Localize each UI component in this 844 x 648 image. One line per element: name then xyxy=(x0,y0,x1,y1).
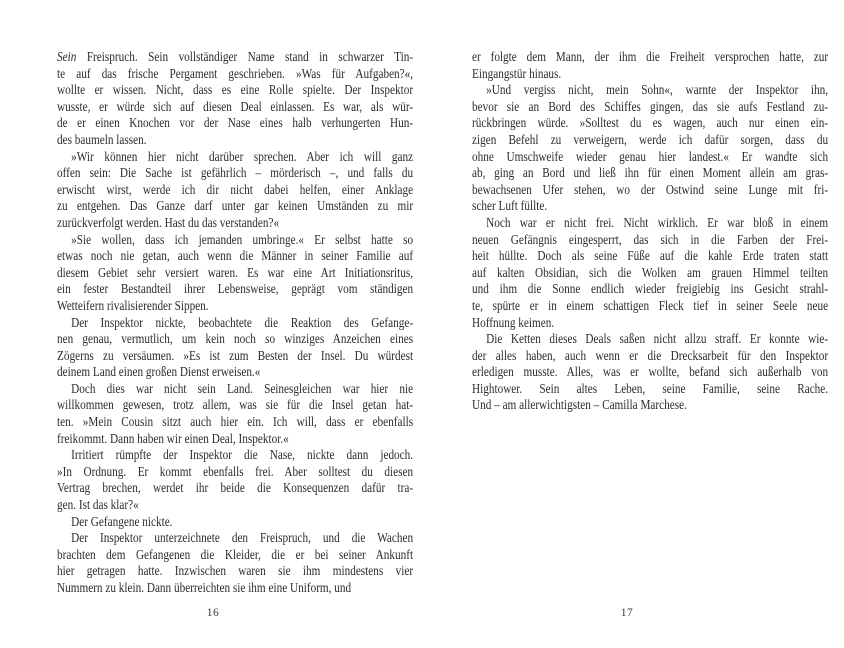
text-line: zu entgehen. Das Ganze darf unter gar keinen Umständen zu mir xyxy=(57,198,414,214)
text-line: ein fester Bestandteil ihrer Lebensweise, geprägt vom ständigen xyxy=(57,281,414,297)
paragraph xyxy=(57,49,413,149)
paragraph xyxy=(472,331,828,414)
page-number-left: 16 xyxy=(206,607,220,619)
text-line: zigen Befehl zu verweigern, werde ich dafür sorgen, dass du xyxy=(472,131,829,147)
text-line: etwas noch nie getan, auch wenn die Männer in seiner Familie auf xyxy=(57,248,414,264)
text-line: »Und vergiss nicht, mein Sohn«, warnte der Inspektor ihn, xyxy=(486,82,829,98)
text-line: zurückverfolgt werden. Hast du das verstanden?« xyxy=(57,214,280,230)
text-line: gen. Ist das klar?« xyxy=(57,497,139,513)
paragraph xyxy=(57,514,413,531)
text-line: Der Gefangene nickte. xyxy=(71,513,173,529)
text-line: scher Luft füllte. xyxy=(472,198,548,214)
text-line: hier getragen hatte. Inzwischen waren sie ihm mindestens vier xyxy=(57,563,414,579)
text-line: ten. »Mein Cousin sitzt auch hier ein. Ich will, dass er ebenfalls xyxy=(57,414,414,430)
paragraph xyxy=(57,381,413,447)
paragraph xyxy=(472,82,828,215)
text-line: »Sie wollen, dass ich jemanden umbringe.« Er selbst hatte so xyxy=(71,231,414,247)
text-line: wusste, er würde sich auf diesen Deal einlassen. Es war, als wür- xyxy=(57,98,414,114)
text-line: te auf das frische Pergament geschrieben. »Was für Aufgaben?«, xyxy=(57,65,414,81)
text-line: des baumeln lassen. xyxy=(57,131,147,147)
text-line: wollte er wissen. Nicht, dass es eine Rolle spielte. Der Inspektor xyxy=(57,82,414,98)
text-line: heit hüllte. Doch als seine Füße auf die kahle Erde traten statt xyxy=(472,248,829,264)
text-line: Nummern zu klein. Dann überreichten sie ihm eine Uniform, und xyxy=(57,580,352,595)
text-line: deinem Land einen großen Dienst erweisen.« xyxy=(57,364,261,380)
text-line: Hightower. Sein altes Leben, seine Familie, seine Rache. xyxy=(472,380,829,396)
italic-lead: Sein xyxy=(57,49,77,64)
text-line: erwischt wirst, werde ich dir nicht dabei helfen, einer Anklage xyxy=(57,181,414,197)
text-line: ohne Umschweife wieder genau hier landest.« Er wandte sich xyxy=(472,148,829,164)
text-line: Doch dies war nicht sein Land. Seinesgleichen war hier nie xyxy=(71,380,414,396)
page-number-right: 17 xyxy=(620,607,634,619)
text-line: nen genau, vermutlich, um kein noch so winziges Anzeichen eines xyxy=(57,331,414,347)
paragraph xyxy=(57,232,413,315)
text-line: freikommt. Dann haben wir einen Deal, Inspektor.« xyxy=(57,430,289,446)
text-line: Sein Freispruch. Sein vollständiger Name stand in schwarzer Tin- xyxy=(57,49,414,64)
page-left-text xyxy=(57,49,413,597)
text-line: erledigen musste. Alles, was er wollte, befand sich außerhalb von xyxy=(472,364,829,380)
text-line: brachten dem Gefangenen die Kleider, die er bei seiner Ankunft xyxy=(57,546,414,562)
text-line: ab, ging an Bord und ließ ihn für einen Moment allein am gras- xyxy=(472,165,829,181)
text-line: rückbringen würde. »Solltest du es wagen, auch nur einen ein- xyxy=(472,115,829,131)
text-line: auf kalten Obsidian, sich die Wolken am grauen Himmel teilten xyxy=(472,264,829,280)
page-right-text xyxy=(472,49,828,414)
text-line: Hoffnung keimen. xyxy=(472,314,555,330)
text-line: te, spürte er in einem schattigen Fleck tief in seiner Seele neue xyxy=(472,297,829,313)
text-line: willkommen gewesen, trotz allem, was sie für die Insel getan hat- xyxy=(57,397,414,413)
text-line: bewachsenen Ufer stehen, wo der Ostwind seine Lunge mit fri- xyxy=(472,181,829,197)
text-line: Und – am allerwichtigsten – Camilla Marchese. xyxy=(472,397,687,413)
paragraph xyxy=(472,215,828,331)
text-line: er folgte dem Mann, der ihm die Freiheit versprochen hatte, zur xyxy=(472,49,829,64)
text-line: diesem Gebiet sehr versiert waren. Es war eine Art Initiationsritus, xyxy=(57,264,414,280)
text-line: Der Inspektor nickte, beobachtete die Reaktion des Gefange- xyxy=(71,314,414,330)
text-line: Zögerns zu versäumen. »Es ist zum Besten der Insel. Du würdest xyxy=(57,347,414,363)
text-line: Wetteifern rivalisierender Sippen. xyxy=(57,297,209,313)
paragraph xyxy=(472,49,828,82)
text-line: Eingangstür hinaus. xyxy=(472,65,562,81)
text-line: Der Inspektor unterzeichnete den Freispruch, und die Wachen xyxy=(71,530,414,546)
text-line: Irritiert rümpfte der Inspektor die Nase, nickte dann jedoch. xyxy=(71,447,414,463)
text-line: Die Ketten dieses Deals saßen nicht allzu straff. Er konnte wie- xyxy=(486,331,829,347)
text-line: »In Ordnung. Er kommt ebenfalls frei. Aber solltest du diesen xyxy=(57,463,414,479)
text-line: de er einen Knochen vor der Nase eines halb verhungerten Hun- xyxy=(57,115,414,131)
text-line: bevor sie an Bord des Schiffes gingen, das sie aufs Festland zu- xyxy=(472,98,829,114)
text-line: Noch war er nicht frei. Nicht wirklich. Er war bloß in einem xyxy=(486,214,829,230)
paragraph xyxy=(57,447,413,513)
text-line: neuen Gefängnis eingesperrt, das sich in die Farben der Frei- xyxy=(472,231,829,247)
text-line: der alles haben, auch wenn er die Drecksarbeit für den Inspektor xyxy=(472,347,829,363)
text-line: »Wir können hier nicht darüber sprechen. Aber ich will ganz xyxy=(71,148,414,164)
paragraph xyxy=(57,315,413,381)
paragraph xyxy=(57,530,413,596)
paragraph xyxy=(57,149,413,232)
text-line: und ihm die Sonne endlich wieder freigiebig ins Gesicht strahl- xyxy=(472,281,829,297)
text-line: Vertrag brechen, werdet ihr beide die Konsequenzen dafür tra- xyxy=(57,480,414,496)
text-line: offen sein: Die Sache ist gefährlich – mörderisch –, und falls du xyxy=(57,165,414,181)
